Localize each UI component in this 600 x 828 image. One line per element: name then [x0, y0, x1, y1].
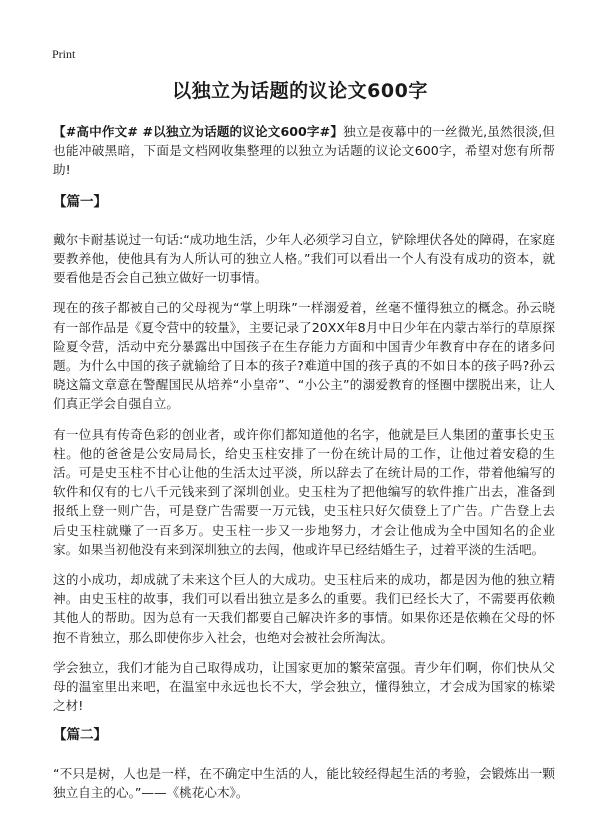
page-title: 以独立为话题的议论文600字 — [172, 80, 428, 102]
paragraph: 现在的孩子都被自己的父母视为“掌上明珠”一样溺爱着，丝毫不懂得独立的概念。孙云晓有一部作品是《夏令营中的较量》，主要记录了20XX年8月中日少年在内蒙古举行的草原探险夏令营，活动中充分暴露出中国孩子在生存能力方面和中国青少年教育中存在的诸多问题。为什么中国的孩子就输给了日本的孩子?难道中国的孩子真的不如日本的孩子吗?孙云晓这篇文章意在警醒国民从培养“小皇帝”、“小公主”的溺爱教育的怪圈中摆脱出来，让人们真正学会自强自立。 — [53, 300, 555, 412]
article-body — [53, 122, 555, 813]
paragraph: 戴尔卡耐基说过一句话:“成功地生活，少年人必须学习自立，铲除埋伏各处的障碍，在家庭要教养他，使他具有为人所认可的独立人格。”我们可以看出一个人有没有成功的资本，就要看他是否会自己独立做好一切事情。 — [53, 231, 555, 286]
paragraph: 这的小成功，却成就了未来这个巨人的大成功。史玉柱后来的成功，都是因为他的独立精神。由史玉柱的故事，我们可以看出独立是多么的重要。我们已经长大了，不需要再依赖其他人的帮助。因为总有一天我们都要自己解决许多的事情。如果你还是依赖在父母的怀抱不肯独立，那么即使你步入社会，也绝对会被社会所淘汰。 — [53, 572, 555, 645]
paragraph: “不只是树，人也是一样，在不确定中生活的人，能比较经得起生活的考验，会锻炼出一颗独立自主的心。”——《桃花心木》。 — [53, 765, 555, 800]
paragraph: 有一位具有传奇色彩的创业者，或许你们都知道他的名字，他就是巨人集团的董事长史玉柱。他的爸爸是公安局局长，给史玉柱安排了一份在统计局的工作，让他过着安稳的生活。可是史玉柱不甘心让他的生活太过平淡，所以辞去了在统计局的工作，带着他编写的软件和仅有的七八千元钱来到了深圳创业。史玉柱为了把他编写的软件推广出去，准备到报纸上登一则广告，可是登广告需要一万元钱，史玉柱只好欠债登上了广告。广告登上去后史玉柱就赚了一百多万。史玉柱一步又一步地努力，才会让他成为全中国知名的企业家。如果当初他没有来到深圳独立的去闯，他或许早已经结婚生子，过着平淡的生活吧。 — [53, 426, 555, 557]
paragraph: 学会独立，我们才能为自己取得成功，让国家更加的繁荣富强。青少年们啊，你们快从父母的温室里出来吧，在温室中永远也长不大，学会独立，懂得独立，才会成为国家的栋梁之材! — [53, 659, 555, 714]
intro-paragraph — [53, 122, 555, 180]
section-heading-2: 【篇二】 — [53, 727, 107, 744]
intro-tag: 【#高中作文# #以独立为话题的议论文600字#】 — [53, 124, 344, 139]
section-heading-1: 【篇一】 — [53, 193, 107, 210]
print-link[interactable]: Print — [52, 47, 76, 61]
intro-text: 独立是夜幕中的一丝微光,虽然很淡,但也能冲破黑暗，下面是文档网收集整理的以独立为话题的议论文600字，希望对您有所帮助! — [53, 124, 555, 178]
